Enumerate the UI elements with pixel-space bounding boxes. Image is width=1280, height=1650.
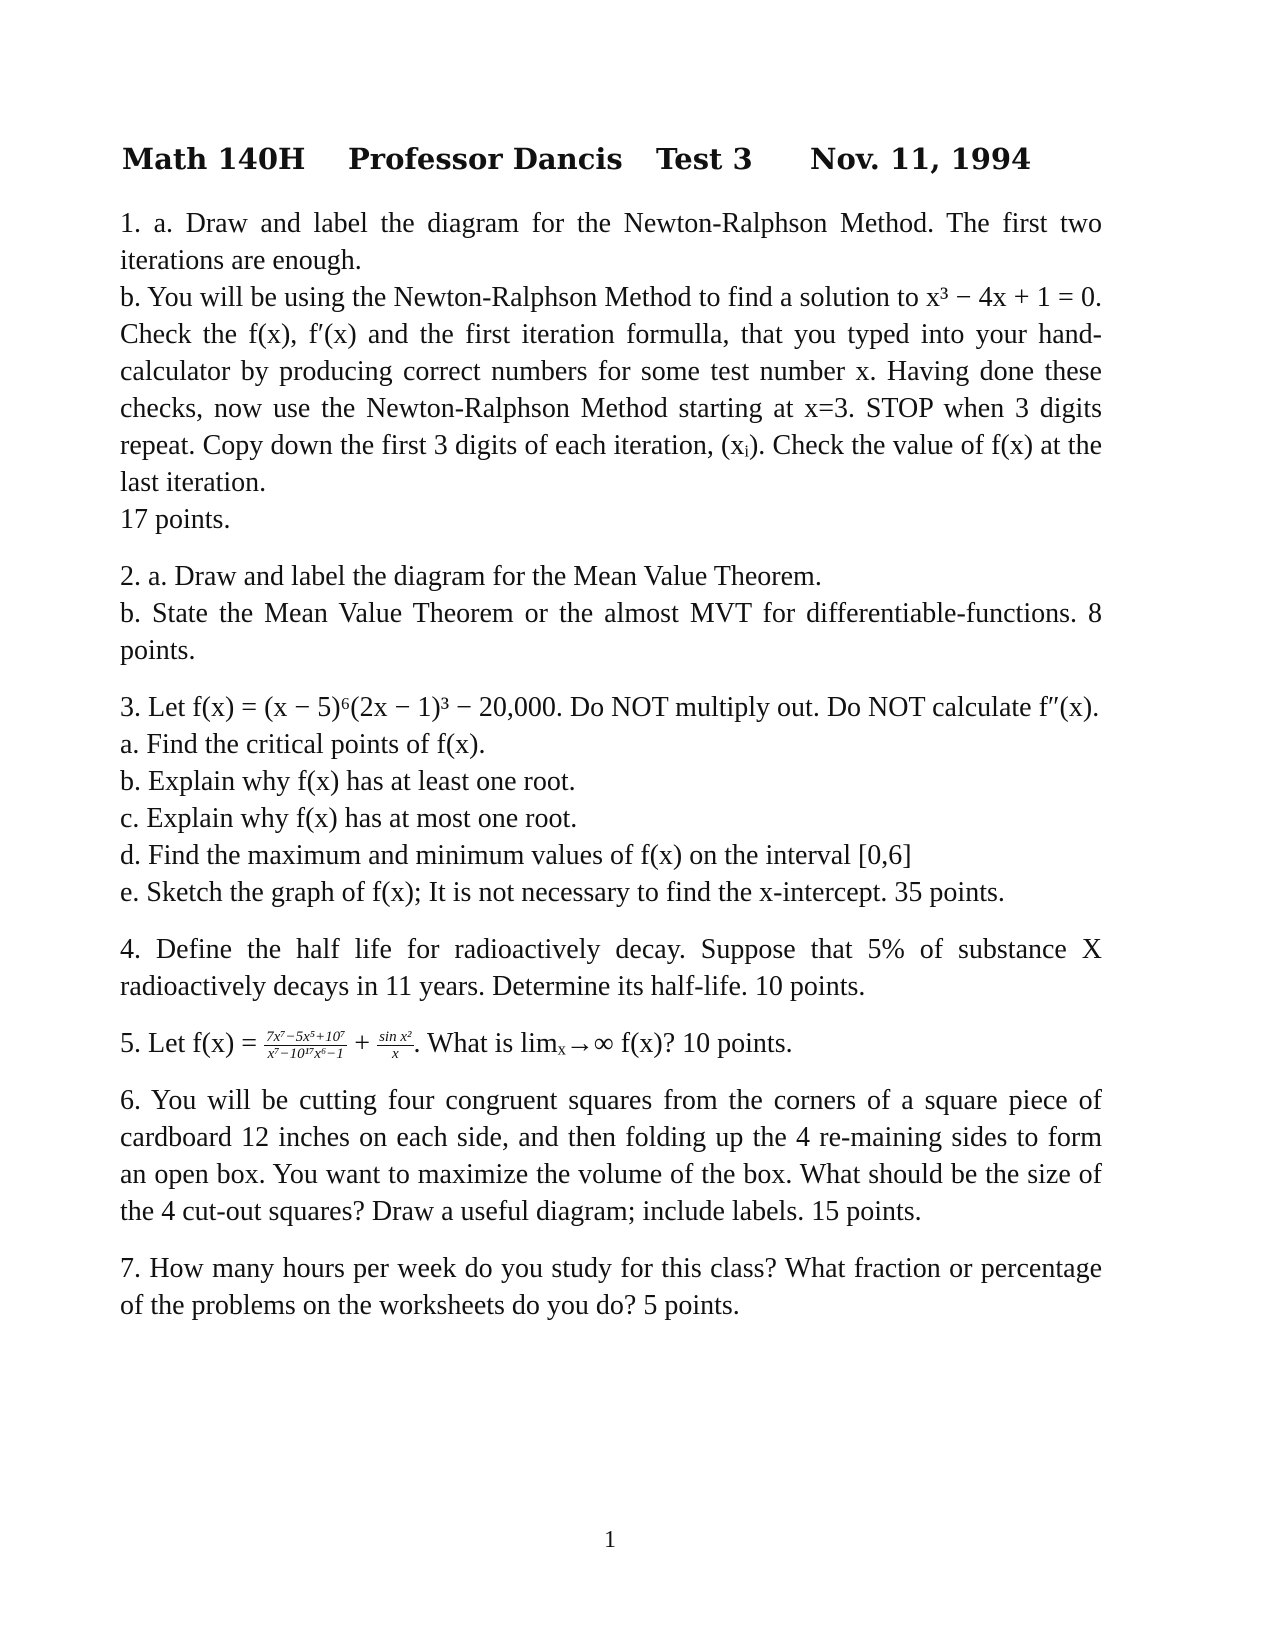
fraction-numerator: 7x⁷−5x⁵+10⁷ — [266, 1029, 346, 1046]
problem-4 — [120, 931, 1102, 1005]
problem-text: . What is limₓ→∞ f(x)? 10 points. — [413, 1028, 793, 1059]
problem-part-b: b. Explain why f(x) has at least one root. — [120, 766, 576, 797]
course-title: Math 140H — [122, 142, 306, 176]
problem-part-e: e. Sketch the graph of f(x); It is not necessary to find the x-intercept. 35 points. — [120, 877, 1005, 908]
fraction-1 — [264, 1029, 347, 1062]
problem-5 — [120, 1025, 1102, 1062]
fraction-denominator: x — [391, 1046, 399, 1063]
exam-date: Nov. 11, 1994 — [810, 142, 1032, 176]
page-number: 1 — [604, 1527, 616, 1553]
problem-part-a: a. Find the critical points of f(x). — [120, 729, 486, 760]
fraction-numerator: sin x² — [379, 1029, 412, 1046]
problem-text: 6. You will be cutting four congruent squares from the corners of a square piece of cardboard 12 inches on each side, and then folding up the 4 re-maining sides to form an open box. You want to maximize the volume of the box. What should be the size of the 4 cut-out squares? Draw a useful diagram; include labels. 15 points. — [120, 1085, 1102, 1228]
plus-sign: + — [347, 1028, 378, 1059]
problem-2 — [120, 558, 1102, 669]
problem-part-c: c. Explain why f(x) has at most one root. — [120, 803, 578, 834]
professor-name: Professor Dancis — [348, 142, 623, 176]
problem-points: 17 points. — [120, 504, 231, 535]
problem-6 — [120, 1082, 1102, 1230]
test-label: Test 3 — [656, 142, 753, 176]
fraction-2 — [377, 1029, 413, 1062]
problem-text: b. You will be using the Newton-Ralphson Method to find a solution to x³ − 4x + 1 = 0. Check the f(x), f′(x) and the first iteration formulla, that you typed into your hand-calculator by producing correct numbers for some test number x. Having done these checks, now use the Newton-Ralphson Method starting at x=3. STOP when 3 digits repeat. Copy down the first 3 digits of each iteration, (xᵢ). Check the value of f(x) at the last iteration. — [120, 282, 1102, 498]
problem-7 — [120, 1250, 1102, 1324]
fraction-denominator: x⁷−10¹⁷x⁶−1 — [267, 1046, 344, 1063]
problem-text: b. State the Mean Value Theorem or the almost MVT for differentiable-functions. 8 points. — [120, 598, 1102, 666]
problem-text: 3. Let f(x) = (x − 5)⁶(2x − 1)³ − 20,000. Do NOT multiply out. Do NOT calculate f″(x). — [120, 692, 1100, 723]
problem-part-d: d. Find the maximum and minimum values of f(x) on the interval [0,6] — [120, 840, 912, 871]
problem-1 — [120, 205, 1102, 538]
problem-text: 2. a. Draw and label the diagram for the Mean Value Theorem. — [120, 561, 822, 592]
problem-3 — [120, 689, 1102, 911]
problem-text: 4. Define the half life for radioactively decay. Suppose that 5% of substance X radioactively decays in 11 years. Determine its half-life. 10 points. — [120, 934, 1102, 1002]
exam-body — [120, 205, 1102, 1344]
problem-text: 1. a. Draw and label the diagram for the Newton-Ralphson Method. The first two iterations are enough. — [120, 208, 1102, 276]
problem-text: 7. How many hours per week do you study for this class? What fraction or percentage of the problems on the worksheets do you do? 5 points. — [120, 1253, 1102, 1322]
problem-text: 5. Let f(x) = — [120, 1028, 265, 1059]
